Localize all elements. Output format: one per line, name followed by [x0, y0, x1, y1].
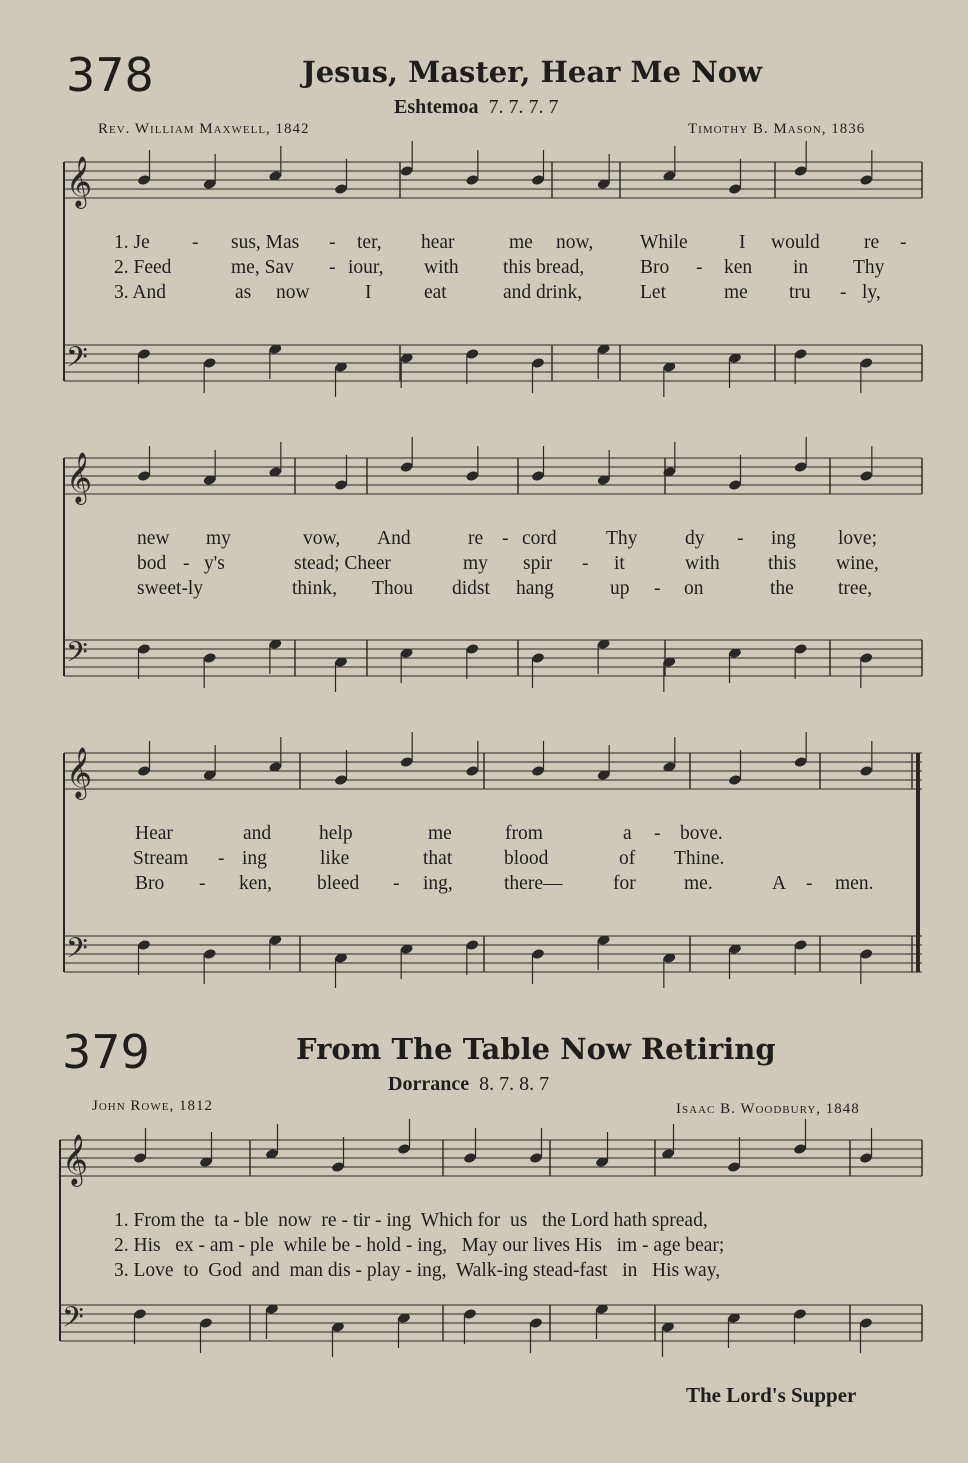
lyric: it: [614, 553, 625, 574]
lyric: Thy: [606, 528, 638, 549]
lyric: 3. And: [114, 282, 167, 303]
lyric: me.: [684, 873, 713, 894]
lyric: there—: [504, 873, 563, 894]
lyric: tru: [789, 282, 811, 303]
lyric: -: [183, 553, 190, 574]
lyric: bod: [137, 553, 167, 574]
tune-meter: 8. 7. 8. 7: [479, 1073, 550, 1095]
lyric: dy: [685, 528, 705, 549]
lyric: -: [806, 873, 813, 894]
lyric: -: [696, 257, 703, 278]
lyric: ing: [771, 528, 796, 549]
lyric: -: [654, 823, 661, 844]
lyric: me: [428, 823, 452, 844]
system-3-bass-clef: 𝄢: [66, 932, 88, 972]
lyric: -: [329, 257, 336, 278]
lyric: ken: [724, 257, 753, 278]
lyric: -: [199, 873, 206, 894]
lyric: me, Sav: [231, 257, 294, 278]
lyric: help: [319, 823, 353, 844]
lyric: like: [320, 848, 350, 869]
hymn-379-author: John Rowe, 1812: [92, 1098, 213, 1114]
lyric: a: [623, 823, 632, 844]
lyric: I: [739, 232, 746, 253]
system-2-treble-clef: 𝄞: [66, 452, 93, 503]
lyric: didst: [452, 578, 490, 599]
hymn-378-author: Rev. William Maxwell, 1842: [98, 121, 310, 137]
system-1-bass-clef: 𝄢: [66, 341, 88, 381]
lyric: -: [502, 528, 509, 549]
lyric: eat: [424, 282, 447, 303]
lyric: ken,: [239, 873, 273, 894]
lyric: 1. Je: [114, 232, 150, 253]
lyric: my: [206, 528, 231, 549]
lyric: stead; Cheer: [294, 553, 391, 574]
lyric: with: [424, 257, 459, 278]
lyric: the: [770, 578, 794, 599]
lyric: and: [243, 823, 272, 844]
lyric: bleed: [317, 873, 360, 894]
lyric: -: [654, 578, 661, 599]
lyric: Stream: [133, 848, 189, 869]
lyric: ing,: [423, 873, 453, 894]
system-4-bass-clef: 𝄢: [62, 1301, 84, 1341]
lyric: -: [900, 232, 907, 253]
lyric: up: [610, 578, 630, 599]
lyric: hear: [421, 232, 455, 253]
lyric: love;: [838, 528, 877, 549]
lyric: Hear: [135, 823, 173, 844]
lyric: iour,: [348, 257, 384, 278]
lyric: of: [619, 848, 636, 869]
lyric: men.: [835, 873, 874, 894]
hymn-378-tune: [394, 96, 558, 119]
lyric: this bread,: [503, 257, 585, 278]
lyric: Thine.: [674, 848, 725, 869]
hymn-378-title: Jesus, Master, Hear Me Now: [302, 55, 763, 89]
lyric: A: [772, 873, 787, 894]
lyric: re: [864, 232, 880, 253]
lyric: -: [329, 232, 336, 253]
system-4-treble-clef: 𝄞: [62, 1134, 89, 1185]
system-2-bass-clef: 𝄢: [66, 636, 88, 676]
lyric: -: [582, 553, 589, 574]
lyric: bove.: [680, 823, 723, 844]
system-1-treble-clef: 𝄞: [66, 156, 93, 207]
lyric: Thou: [372, 578, 414, 599]
lyric: spir: [523, 553, 553, 574]
tune-name: Dorrance: [388, 1073, 470, 1095]
lyric: re: [468, 528, 484, 549]
lyric: -: [393, 873, 400, 894]
lyric: ing: [242, 848, 267, 869]
lyric: now,: [556, 232, 594, 253]
lyric: me: [509, 232, 533, 253]
lyric: my: [463, 553, 488, 574]
lyric: in: [793, 257, 809, 278]
lyric: y's: [204, 553, 225, 574]
lyric: sweet-ly: [137, 578, 204, 599]
system-3-treble-clef: 𝄞: [66, 747, 93, 798]
tune-meter: 7. 7. 7. 7: [488, 96, 559, 118]
lyric: with: [685, 553, 720, 574]
lyric: vow,: [303, 528, 341, 549]
lyric: and drink,: [503, 282, 583, 303]
lyric: -: [840, 282, 847, 303]
hymn-379-title: From The Table Now Retiring: [296, 1032, 776, 1066]
tune-name: Eshtemoa: [394, 96, 479, 118]
lyric: And: [377, 528, 411, 549]
lyric: tree,: [838, 578, 873, 599]
hymn-379-composer: Isaac B. Woodbury, 1848: [676, 1101, 860, 1117]
lyric: wine,: [836, 553, 879, 574]
lyric: While: [640, 232, 688, 253]
lyric: 2. Feed: [114, 257, 172, 278]
lyric: I: [365, 282, 372, 303]
lyric: -: [737, 528, 744, 549]
lyric: new: [137, 528, 170, 549]
lyric: as: [235, 282, 252, 303]
lyric: sus, Mas: [231, 232, 300, 253]
lyric: Thy: [853, 257, 885, 278]
lyric: this: [768, 553, 797, 574]
lyric: Let: [640, 282, 666, 303]
hymn-378-composer: Timothy B. Mason, 1836: [688, 121, 866, 137]
lyric: ly,: [862, 282, 881, 303]
hymn-379-tune: [388, 1073, 549, 1096]
lyric: -: [218, 848, 225, 869]
lyric: -: [192, 232, 199, 253]
hymn-379-verse-2: 2. His ex - am - ple while be - hold - ing, May our lives His im - age bear;: [114, 1235, 725, 1256]
lyric: from: [505, 823, 543, 844]
lyric: Bro: [135, 873, 165, 894]
hymn-379-verse-3: 3. Love to God and man dis - play - ing, Walk-ing stead-fast in His way,: [114, 1260, 721, 1281]
hymn-379-verse-1: 1. From the ta - ble now re - tir - ing Which for us the Lord hath spread,: [114, 1210, 708, 1231]
lyric: think,: [292, 578, 337, 599]
lyric: Bro: [640, 257, 670, 278]
hymn-379-number: 379: [62, 1025, 150, 1079]
hymn-378-number: 378: [66, 48, 154, 102]
lyric: cord: [522, 528, 557, 549]
lyric: on: [684, 578, 704, 599]
lyric: ter,: [357, 232, 382, 253]
lyric: hang: [516, 578, 554, 599]
lyric: that: [423, 848, 453, 869]
lyric: blood: [504, 848, 549, 869]
lyric: now: [276, 282, 310, 303]
lyric: for: [613, 873, 636, 894]
lyric: would: [771, 232, 820, 253]
lyric: me: [724, 282, 748, 303]
section-footer: The Lord's Supper: [686, 1383, 857, 1407]
